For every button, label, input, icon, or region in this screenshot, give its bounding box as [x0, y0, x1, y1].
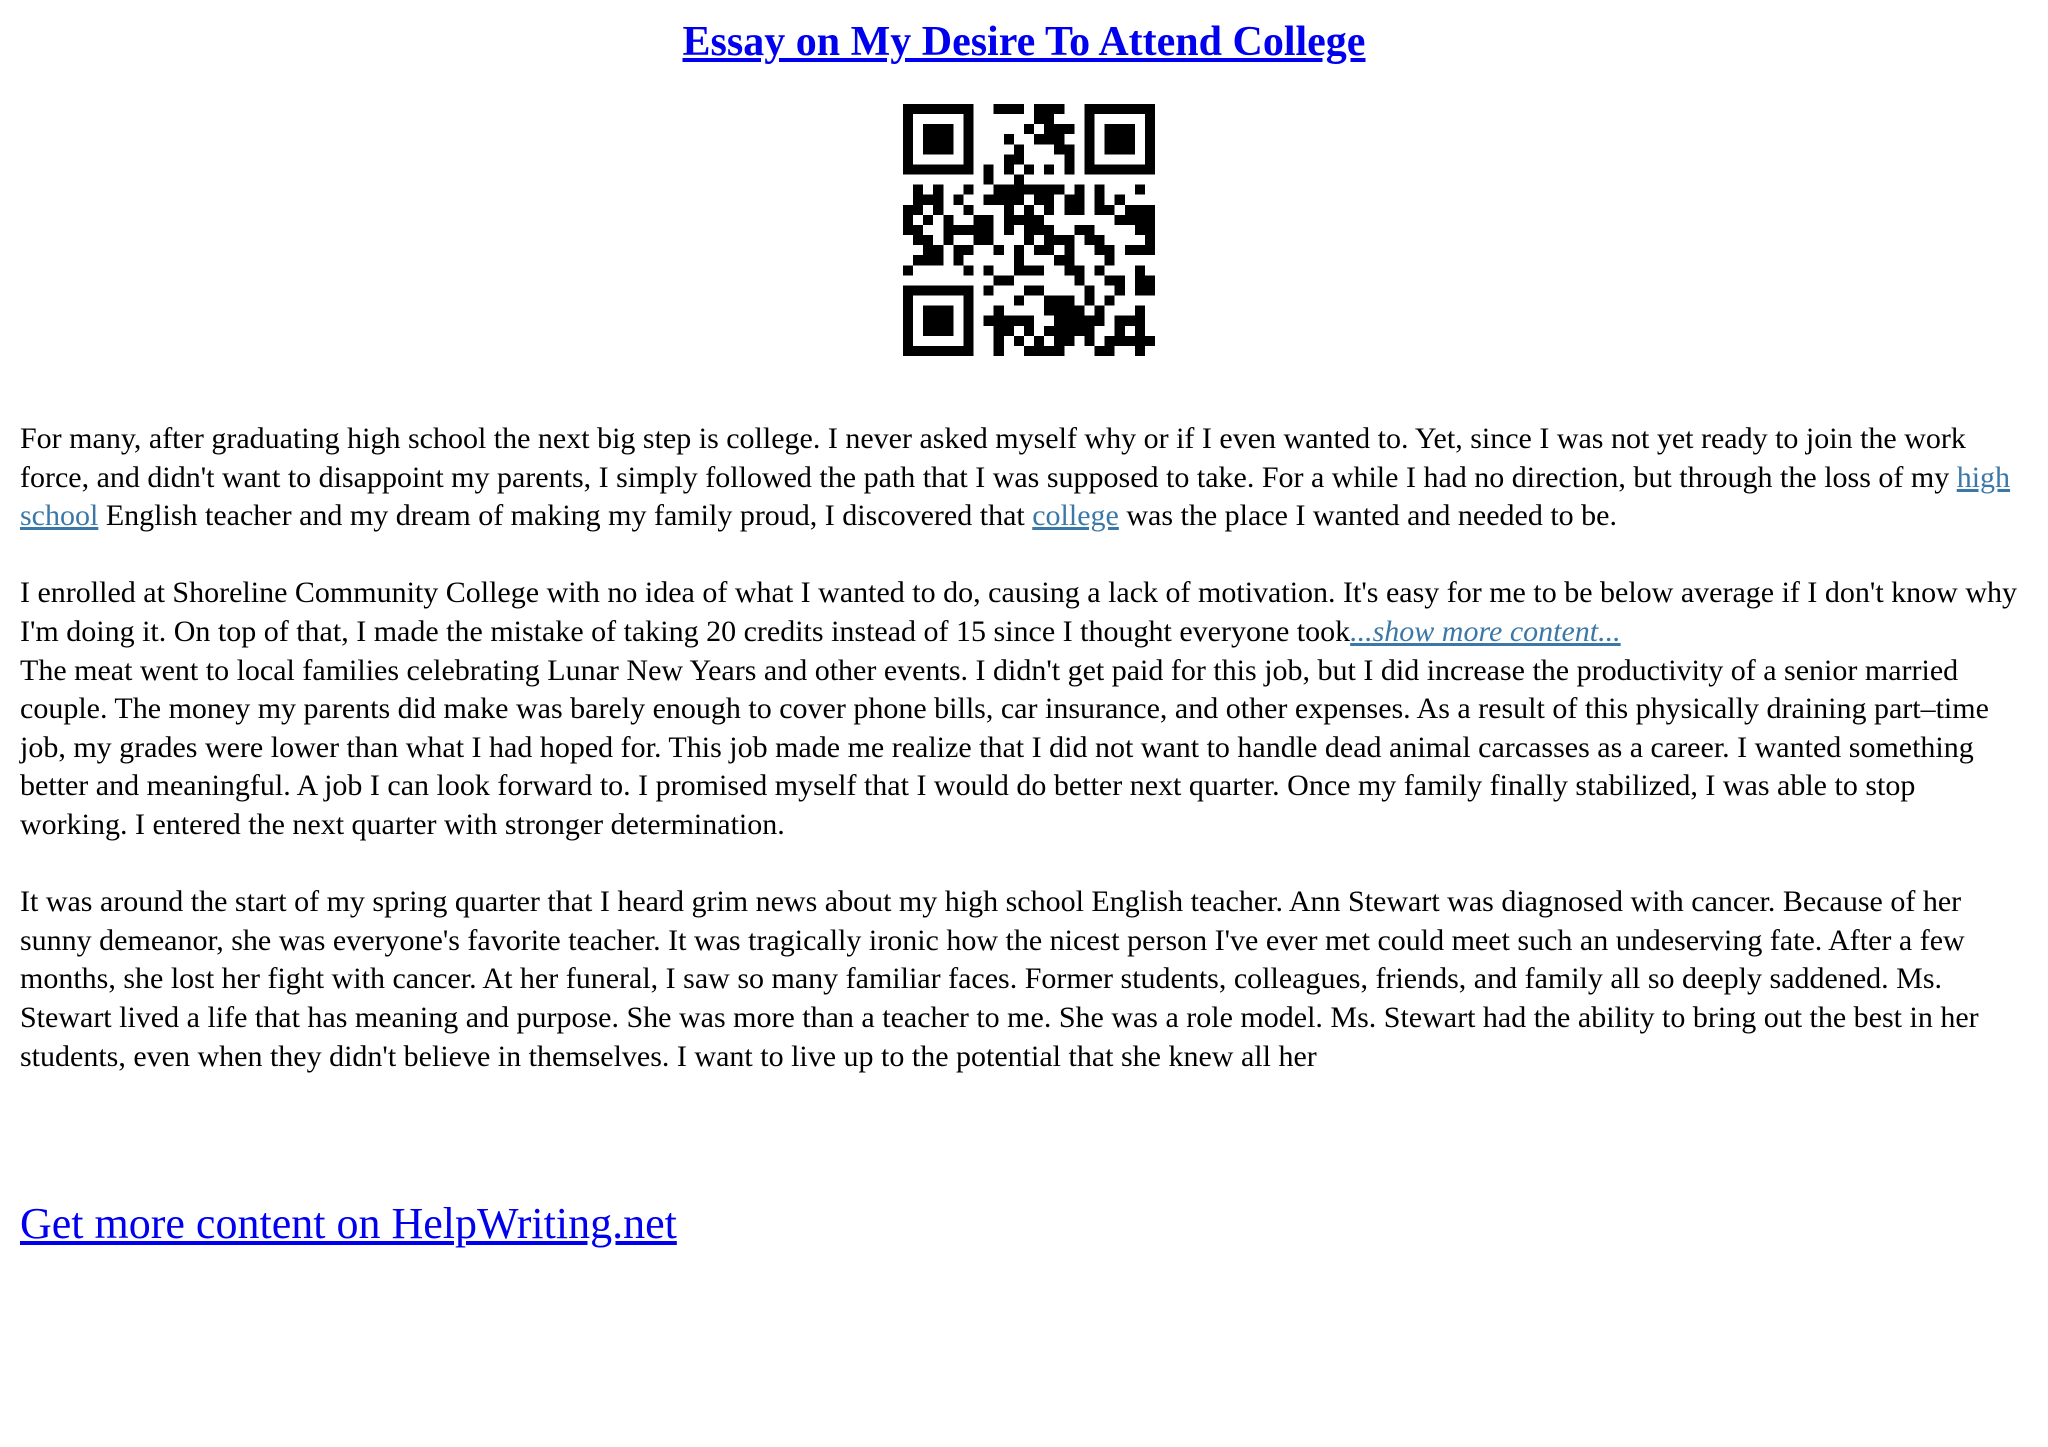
paragraph-2-text-b: The meat went to local families celebrating Lunar New Years and other events. I didn't get paid for this job, but I did increase the productivity of a senior married couple. The money my parents did make was barely enough to cover phone bills, car insurance, and other expenses. As a result of this physically draining part–time job, my grades were lower than what I had hoped for. This job made me realize that I did not want to handle dead animal carcasses as a career. I wanted something better and meaningful. A job I can look forward to. I promised myself that I would do better next quarter. Once my family finally stabilized, I was able to stop working. I entered the next quarter with stronger determination.: [20, 653, 1989, 841]
essay-body: [20, 420, 2030, 1115]
qr-code-icon: [903, 104, 1155, 356]
essay-title-link[interactable]: Essay on My Desire To Attend College: [682, 19, 1366, 65]
paragraph-1-text-c: was the place I wanted and needed to be.: [1118, 499, 1617, 533]
get-more-content-link[interactable]: Get more content on HelpWriting.net: [20, 1199, 677, 1248]
high-school-link[interactable]: high school: [20, 460, 2011, 533]
paragraph-1: [20, 420, 2030, 536]
paragraph-2: [20, 574, 2030, 844]
show-more-link[interactable]: ...show more content...: [1350, 614, 1621, 648]
paragraph-1-text-a: For many, after graduating high school the next big step is college. I never asked myself why or if I even wanted to. Yet, since I was not yet ready to join the work force, and didn't want to disappoint my parents, I simply followed the path that I was supposed to take. For a while I had no direction, but through the loss of my: [20, 422, 1966, 494]
paragraph-2-text-a: I enrolled at Shoreline Community College with no idea of what I wanted to do, causing a lack of motivation. It's easy for me to be below average if I don't know why I'm doing it. On top of that, I made the mistake of taking 20 credits instead of 15 since I thought everyone took: [20, 576, 2017, 648]
college-link[interactable]: college: [1032, 499, 1119, 533]
paragraph-3: It was around the start of my spring quarter that I heard grim news about my high school English teacher. Ann Stewart was diagnosed with cancer. Because of her sunny demeanor, she was everyone's favorite teacher. It was tragically ironic how the nicest person I've ever met could meet such an undeserving fate. After a few months, she lost her fight with cancer. At her funeral, I saw so many familiar faces. Former students, colleagues, friends, and family all so deeply saddened. Ms. Stewart lived a life that has meaning and purpose. She was more than a teacher to me. She was a role model. Ms. Stewart had the ability to bring out the best in her students, even when they didn't believe in themselves. I want to live up to the potential that she knew all her: [20, 885, 1979, 1073]
paragraph-1-text-b: English teacher and my dream of making my family proud, I discovered that: [98, 499, 1033, 533]
essay-title[interactable]: [0, 18, 2048, 66]
